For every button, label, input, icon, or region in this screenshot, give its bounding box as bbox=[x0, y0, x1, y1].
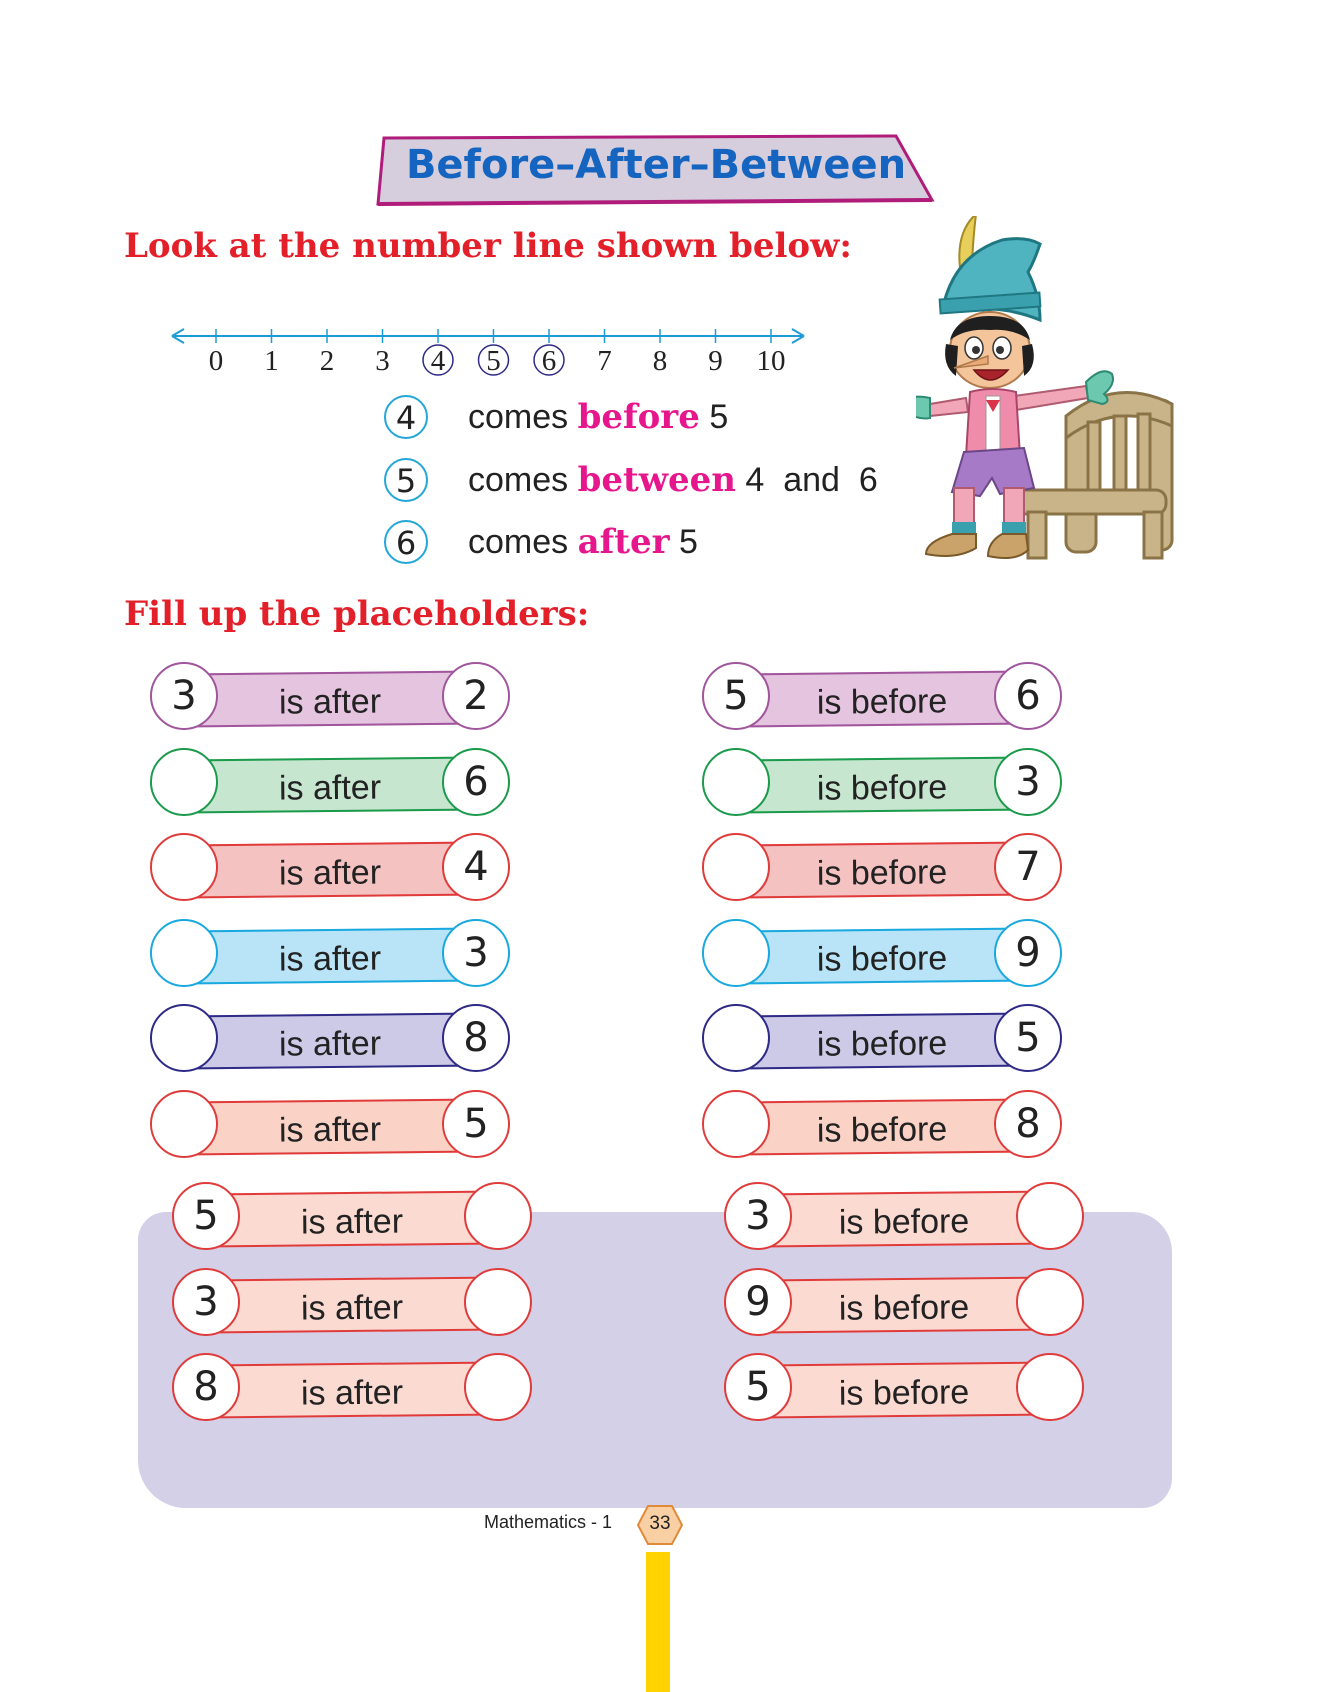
relation-label: is before bbox=[816, 1024, 948, 1064]
answer-blank-circle[interactable] bbox=[150, 833, 218, 901]
is-after-item bbox=[150, 748, 510, 820]
label-band bbox=[736, 1098, 1029, 1155]
number-line-label: 4 bbox=[430, 345, 446, 377]
is-after-item bbox=[172, 1182, 532, 1254]
is-after-item bbox=[150, 919, 510, 991]
is-before-item bbox=[702, 833, 1062, 905]
is-before-item bbox=[724, 1182, 1084, 1254]
number-circle: 5 bbox=[724, 1353, 792, 1421]
label-band bbox=[184, 756, 477, 813]
answer-blank-circle[interactable] bbox=[464, 1353, 532, 1421]
label-band bbox=[184, 841, 477, 898]
example-keyword: between bbox=[577, 460, 736, 500]
example-number-circle: 5 bbox=[384, 458, 428, 502]
answer-blank-circle[interactable] bbox=[464, 1268, 532, 1336]
number-circle: 2 bbox=[442, 662, 510, 730]
relation-label: is before bbox=[816, 853, 948, 893]
label-band bbox=[736, 927, 1029, 984]
relation-label: is after bbox=[278, 853, 382, 893]
is-after-item bbox=[150, 1090, 510, 1162]
relation-label: is before bbox=[816, 767, 948, 808]
answer-blank-circle[interactable] bbox=[702, 1090, 770, 1158]
number-circle: 6 bbox=[994, 662, 1062, 730]
fill-up-heading: Fill up the placeholders: bbox=[124, 594, 590, 634]
label-band bbox=[184, 1012, 477, 1069]
number-line-label: 3 bbox=[375, 345, 390, 377]
label-band bbox=[758, 1276, 1051, 1333]
example-prefix: comes bbox=[468, 523, 569, 561]
answer-blank-circle[interactable] bbox=[464, 1182, 532, 1250]
label-band bbox=[736, 756, 1029, 813]
number-line-label: 9 bbox=[708, 345, 723, 377]
number-line-label: 2 bbox=[319, 345, 335, 377]
is-before-item bbox=[724, 1353, 1084, 1425]
footer-subject: Mathematics - 1 bbox=[484, 1512, 613, 1532]
number-line-label: 10 bbox=[756, 345, 786, 377]
number-circle: 3 bbox=[172, 1268, 240, 1336]
relation-label: is after bbox=[278, 682, 382, 722]
example-sentence bbox=[468, 460, 878, 500]
relation-label: is before bbox=[816, 938, 948, 979]
example-sentence bbox=[468, 397, 728, 437]
label-band bbox=[184, 927, 477, 984]
relation-label: is before bbox=[838, 1202, 970, 1242]
is-before-item bbox=[702, 748, 1062, 820]
example-suffix: 5 bbox=[709, 398, 729, 436]
pinocchio-illustration bbox=[916, 216, 1196, 596]
relation-label: is before bbox=[838, 1373, 970, 1413]
relation-label: is after bbox=[300, 1373, 404, 1413]
answer-blank-circle[interactable] bbox=[1016, 1182, 1084, 1250]
example-number-circle: 6 bbox=[384, 520, 428, 564]
is-before-item bbox=[702, 1004, 1062, 1076]
label-band bbox=[736, 670, 1029, 727]
is-after-item bbox=[150, 833, 510, 905]
is-before-item bbox=[702, 662, 1062, 734]
label-band bbox=[184, 670, 477, 727]
answer-blank-circle[interactable] bbox=[702, 919, 770, 987]
is-before-item bbox=[702, 1090, 1062, 1162]
number-circle: 8 bbox=[172, 1353, 240, 1421]
number-line-label: 8 bbox=[652, 345, 668, 377]
title-banner bbox=[376, 134, 936, 208]
relation-label: is before bbox=[838, 1287, 970, 1328]
relation-label: is after bbox=[278, 767, 382, 808]
example-row bbox=[384, 458, 944, 508]
relation-label: is before bbox=[816, 682, 948, 722]
number-line-label: 0 bbox=[208, 345, 224, 377]
example-row bbox=[384, 395, 944, 445]
label-band bbox=[184, 1098, 477, 1155]
example-sentence bbox=[468, 522, 698, 562]
number-circle: 4 bbox=[442, 833, 510, 901]
number-circle: 5 bbox=[172, 1182, 240, 1250]
page-number: 33 bbox=[649, 1513, 671, 1534]
label-band bbox=[758, 1361, 1051, 1418]
label-band bbox=[206, 1276, 499, 1333]
number-circle: 3 bbox=[994, 748, 1062, 816]
number-circle: 9 bbox=[994, 919, 1062, 987]
number-line-heading: Look at the number line shown below: bbox=[124, 226, 852, 266]
number-circle: 8 bbox=[994, 1090, 1062, 1158]
answer-blank-circle[interactable] bbox=[702, 748, 770, 816]
number-circle: 3 bbox=[724, 1182, 792, 1250]
example-keyword: after bbox=[577, 522, 670, 562]
number-line-label: 5 bbox=[486, 345, 501, 377]
number-circle: 6 bbox=[442, 748, 510, 816]
relation-label: is after bbox=[300, 1287, 404, 1328]
chair bbox=[1016, 392, 1172, 558]
number-circle: 5 bbox=[994, 1004, 1062, 1072]
number-circle: 9 bbox=[724, 1268, 792, 1336]
number-line-label: 6 bbox=[541, 345, 557, 377]
label-band bbox=[736, 1012, 1029, 1069]
relation-label: is after bbox=[278, 1109, 382, 1150]
label-band bbox=[206, 1361, 499, 1418]
answer-blank-circle[interactable] bbox=[150, 919, 218, 987]
is-after-item bbox=[172, 1268, 532, 1340]
example-prefix: comes bbox=[468, 461, 569, 499]
is-after-item bbox=[150, 662, 510, 734]
is-before-item bbox=[724, 1268, 1084, 1340]
label-band bbox=[206, 1190, 499, 1247]
number-line-label: 7 bbox=[597, 345, 612, 377]
example-suffix: 5 bbox=[678, 523, 698, 561]
example-suffix: 4 and 6 bbox=[745, 461, 878, 499]
label-band bbox=[736, 841, 1029, 898]
relation-label: is after bbox=[278, 1024, 382, 1064]
number-circle: 5 bbox=[442, 1090, 510, 1158]
number-circle: 3 bbox=[150, 662, 218, 730]
example-row bbox=[384, 520, 944, 570]
number-circle: 7 bbox=[994, 833, 1062, 901]
page-edge-strip bbox=[646, 1552, 670, 1692]
answer-blank-circle[interactable] bbox=[1016, 1353, 1084, 1421]
answer-blank-circle[interactable] bbox=[150, 1090, 218, 1158]
is-after-item bbox=[150, 1004, 510, 1076]
answer-blank-circle[interactable] bbox=[150, 748, 218, 816]
answer-blank-circle[interactable] bbox=[1016, 1268, 1084, 1336]
page-title: Before–After–Between bbox=[405, 142, 907, 188]
example-prefix: comes bbox=[468, 398, 569, 436]
number-circle: 3 bbox=[442, 919, 510, 987]
answer-blank-circle[interactable] bbox=[150, 1004, 218, 1072]
number-circle: 5 bbox=[702, 662, 770, 730]
relation-label: is before bbox=[816, 1109, 948, 1150]
is-before-item bbox=[702, 919, 1062, 991]
is-after-item bbox=[172, 1353, 532, 1425]
label-band bbox=[758, 1190, 1051, 1247]
number-line-label: 1 bbox=[264, 345, 279, 377]
answer-blank-circle[interactable] bbox=[702, 1004, 770, 1072]
relation-label: is after bbox=[278, 938, 382, 979]
number-circle: 8 bbox=[442, 1004, 510, 1072]
answer-blank-circle[interactable] bbox=[702, 833, 770, 901]
example-keyword: before bbox=[577, 397, 700, 437]
example-number-circle: 4 bbox=[384, 395, 428, 439]
number-line bbox=[170, 320, 870, 380]
relation-label: is after bbox=[300, 1202, 404, 1242]
